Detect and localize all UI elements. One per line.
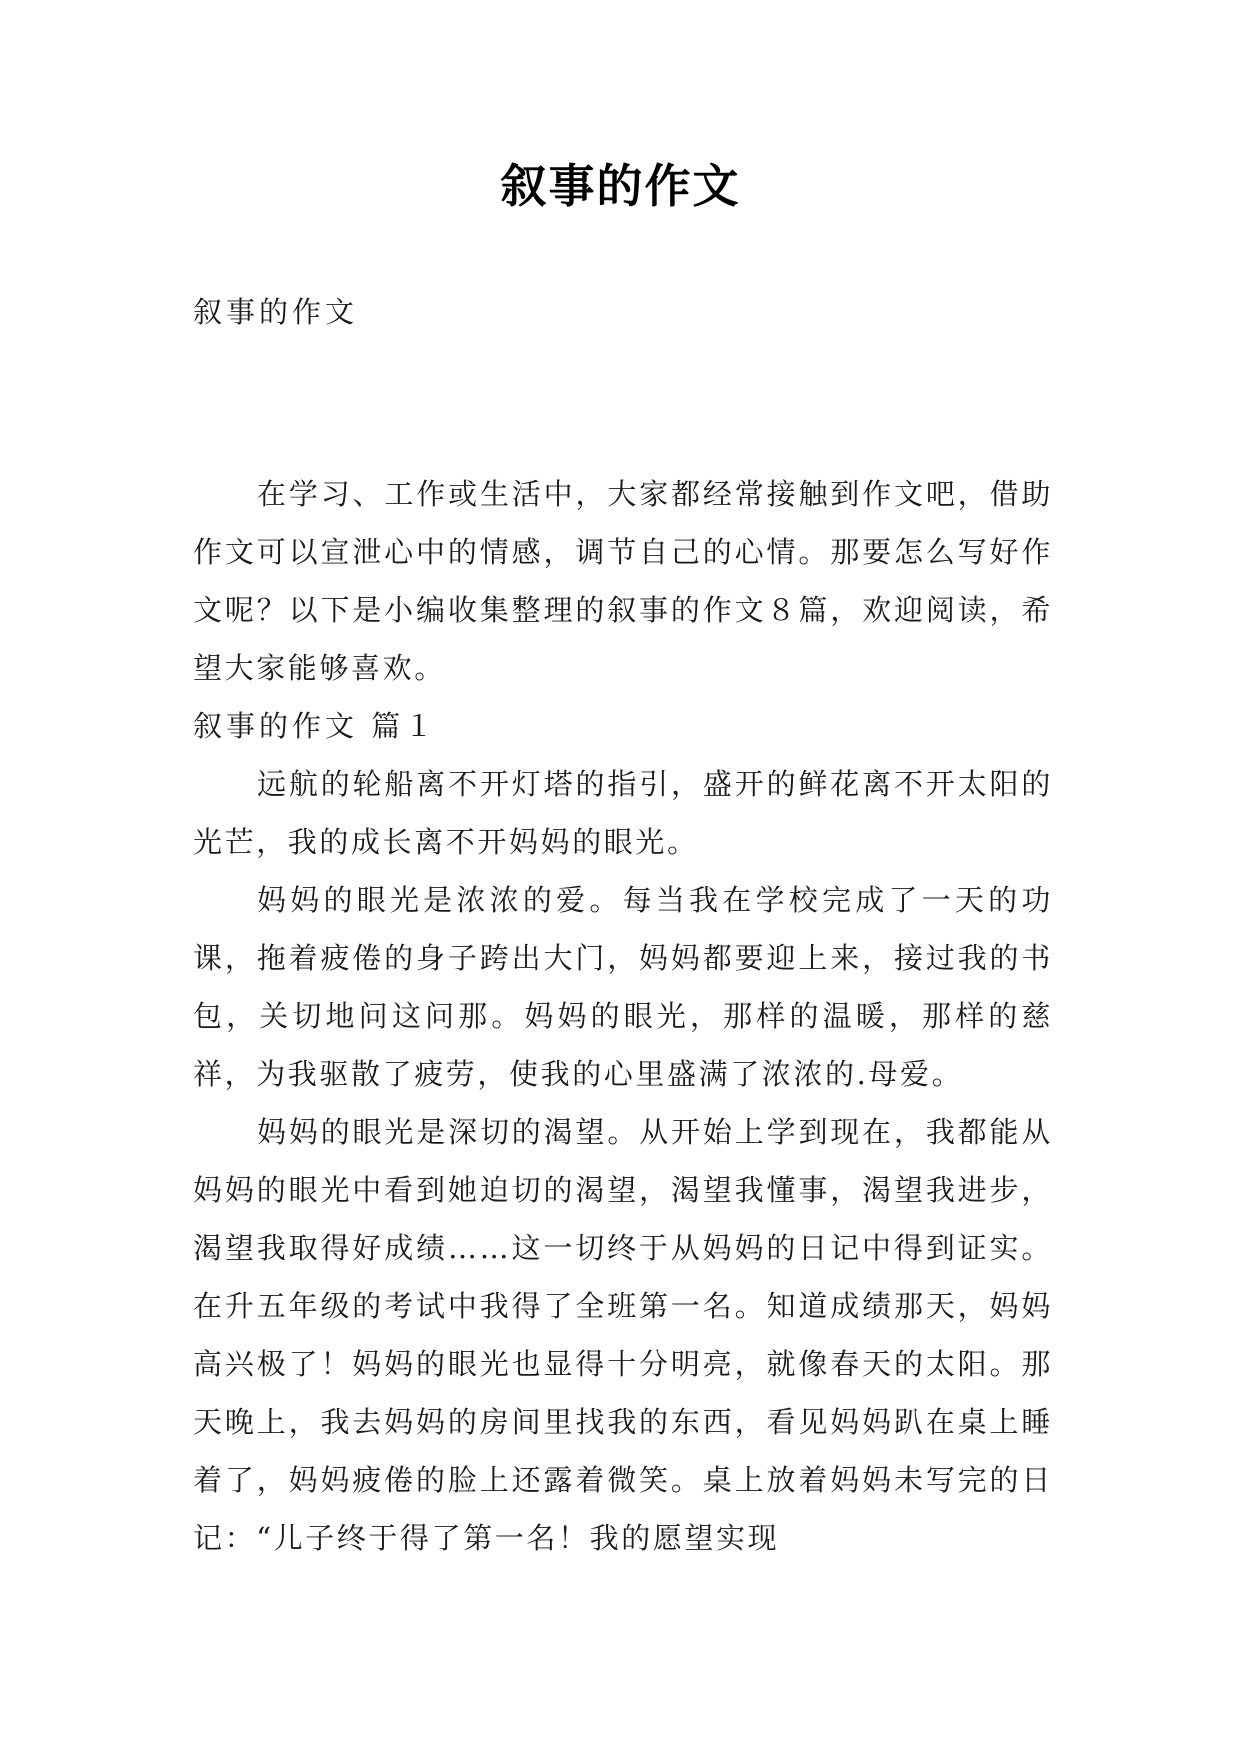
intro-paragraph: 在学习、工作或生活中，大家都经常接触到作文吧，借助作文可以宣泄心中的情感，调节自己的心情。那要怎么写好作文呢？以下是小编收集整理的叙事的作文８篇，欢迎阅读，希望大家能够喜欢。 (193, 477, 1053, 685)
section-heading: 叙事的作文 篇１ (193, 709, 438, 743)
document-subtitle: 叙事的作文 (193, 295, 359, 329)
body-paragraph: 妈妈的眼光是浓浓的爱。每当我在学校完成了一天的功课，拖着疲倦的身子跨出大门，妈妈都要迎上来，接过我的书包，关切地问这问那。妈妈的眼光，那样的温暖，那样的慈祥，为我驱散了疲劳，使我的心里盛满了浓浓的.母爱。 (193, 883, 1053, 1091)
body-paragraph: 妈妈的眼光是深切的渴望。从开始上学到现在，我都能从妈妈的眼光中看到她迫切的渴望，渴望我懂事，渴望我进步，渴望我取得好成绩……这一切终于从妈妈的日记中得到证实。在升五年级的考试中我得了全班第一名。知道成绩那天，妈妈高兴极了！妈妈的眼光也显得十分明亮，就像春天的太阳。那天晚上，我去妈妈的房间里找我的东西，看见妈妈趴在桌上睡着了，妈妈疲倦的脸上还露着微笑。桌上放着妈妈未写完的日记：“儿子终于得了第一名！我的愿望实现 (193, 1115, 1053, 1555)
body-paragraph: 远航的轮船离不开灯塔的指引，盛开的鲜花离不开太阳的光芒，我的成长离不开妈妈的眼光。 (193, 767, 1053, 859)
document-title: 叙事的作文 (500, 159, 741, 213)
document-body (193, 465, 1053, 1567)
